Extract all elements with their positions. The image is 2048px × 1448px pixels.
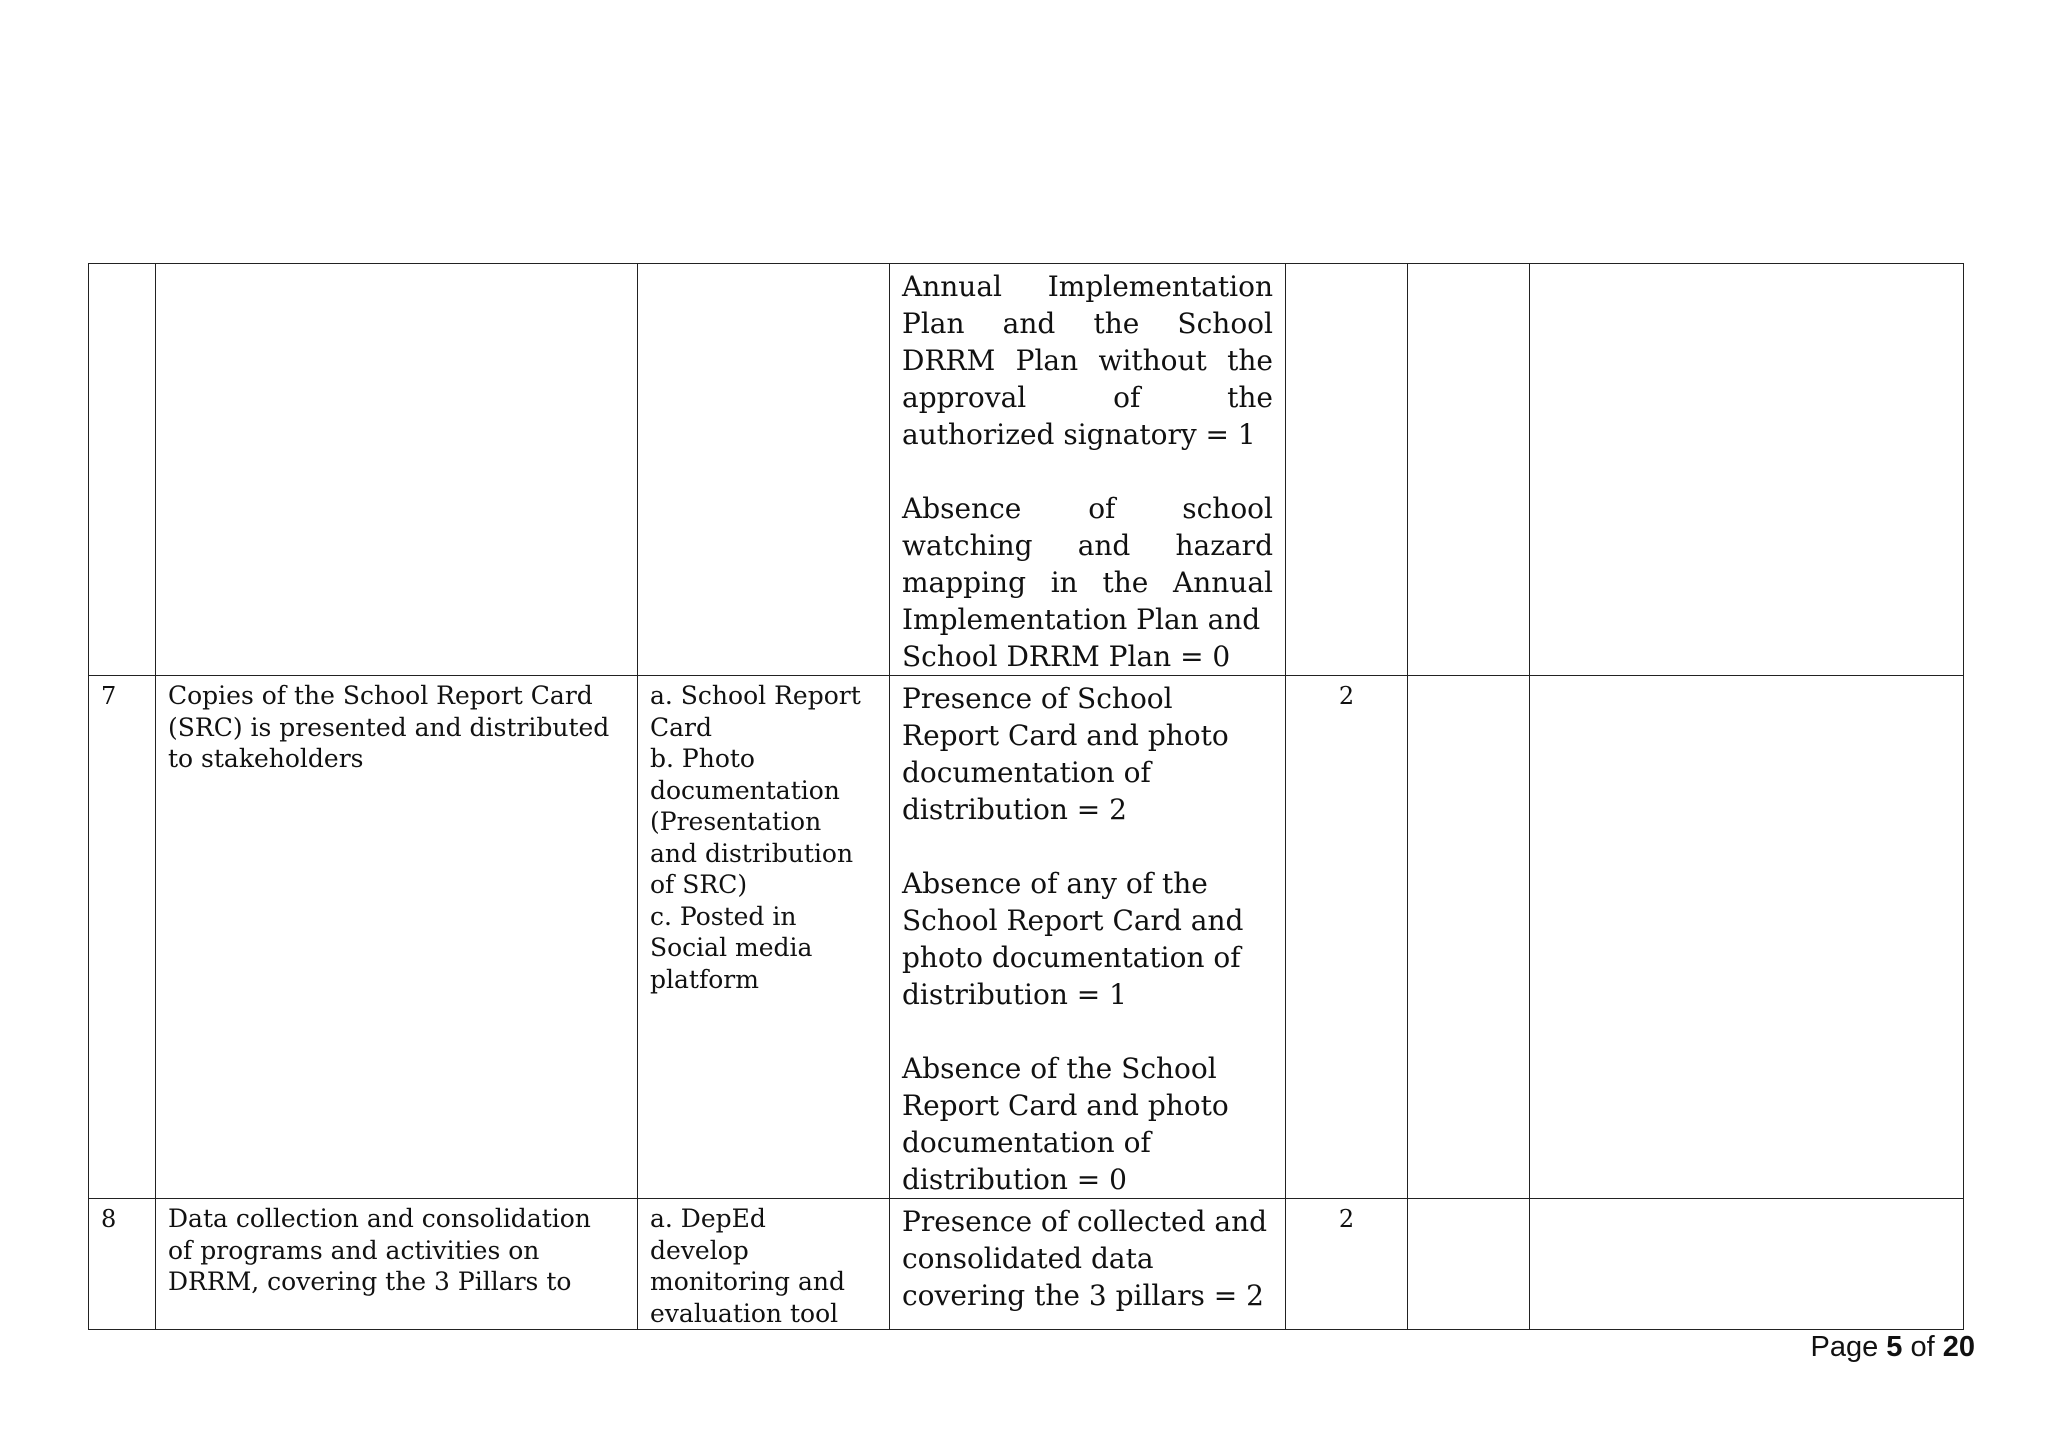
criteria-line: Implementation Plan and xyxy=(902,603,1261,636)
mov-cell xyxy=(638,1199,890,1330)
page-footer xyxy=(1810,1331,1975,1364)
criteria-cell xyxy=(890,676,1286,1199)
criteria-paragraph: Absence of any of the School Report Card and photo documentation of distribution = 1 xyxy=(902,867,1244,1011)
table-row-continuation xyxy=(89,264,1964,676)
points-value: 2 xyxy=(1338,1205,1355,1233)
criteria-line: Plan and the School xyxy=(902,307,1273,340)
points-cell xyxy=(1286,676,1408,1199)
mov-cell xyxy=(638,264,890,676)
indicator-cell xyxy=(156,676,638,1199)
criteria-text xyxy=(890,264,1285,675)
total-pages-number: 20 xyxy=(1942,1331,1975,1363)
current-page-number: 5 xyxy=(1886,1331,1903,1363)
table-row xyxy=(89,676,1964,1199)
mov-text: a. School Report Card b. Photo documentation (Presentation and distribution of SRC) c. Posted in Social media platform xyxy=(650,681,861,994)
rating-cell xyxy=(1408,264,1530,676)
criteria-line: DRRM Plan without the xyxy=(902,344,1273,377)
item-number: 7 xyxy=(101,682,117,710)
indicator-text: Data collection and consolidation of programs and activities on DRRM, covering the 3 Pillars to xyxy=(168,1204,591,1296)
points-cell xyxy=(1286,264,1408,676)
criteria-line: Annual Implementation xyxy=(902,270,1273,303)
criteria-paragraph: Presence of School Report Card and photo documentation of distribution = 2 xyxy=(902,682,1229,826)
criteria-line: Absence of school xyxy=(902,492,1273,525)
criteria-text xyxy=(890,676,1285,1198)
rating-cell xyxy=(1408,676,1530,1199)
points-value: 2 xyxy=(1338,682,1355,710)
criteria-cell xyxy=(890,1199,1286,1330)
table-row xyxy=(89,1199,1964,1330)
criteria-cell xyxy=(890,264,1286,676)
criteria-line: watching and hazard xyxy=(902,529,1273,562)
indicator-cell xyxy=(156,1199,638,1330)
page-word: Page xyxy=(1810,1331,1879,1363)
number-cell xyxy=(89,264,156,676)
criteria-line: approval of the xyxy=(902,381,1273,414)
of-word: of xyxy=(1910,1331,1935,1363)
criteria-paragraph: Absence of the School Report Card and photo documentation of distribution = 0 xyxy=(902,1052,1229,1196)
criteria-line: School DRRM Plan = 0 xyxy=(902,640,1231,673)
mov-cell xyxy=(638,676,890,1199)
criteria-paragraph: Presence of collected and consolidated data covering the 3 pillars = 2 xyxy=(902,1205,1268,1312)
remarks-cell xyxy=(1530,676,1964,1199)
criteria-line: authorized signatory = 1 xyxy=(902,418,1256,451)
remarks-cell xyxy=(1530,264,1964,676)
rating-cell xyxy=(1408,1199,1530,1330)
assessment-table xyxy=(88,263,1964,1330)
number-cell xyxy=(89,676,156,1199)
item-number: 8 xyxy=(101,1205,117,1233)
indicator-text: Copies of the School Report Card (SRC) is presented and distributed to stakeholders xyxy=(168,681,610,773)
number-cell xyxy=(89,1199,156,1330)
remarks-cell xyxy=(1530,1199,1964,1330)
points-cell xyxy=(1286,1199,1408,1330)
indicator-cell xyxy=(156,264,638,676)
mov-text: a. DepEd develop monitoring and evaluation tool xyxy=(650,1204,845,1328)
criteria-line: mapping in the Annual xyxy=(902,566,1273,599)
